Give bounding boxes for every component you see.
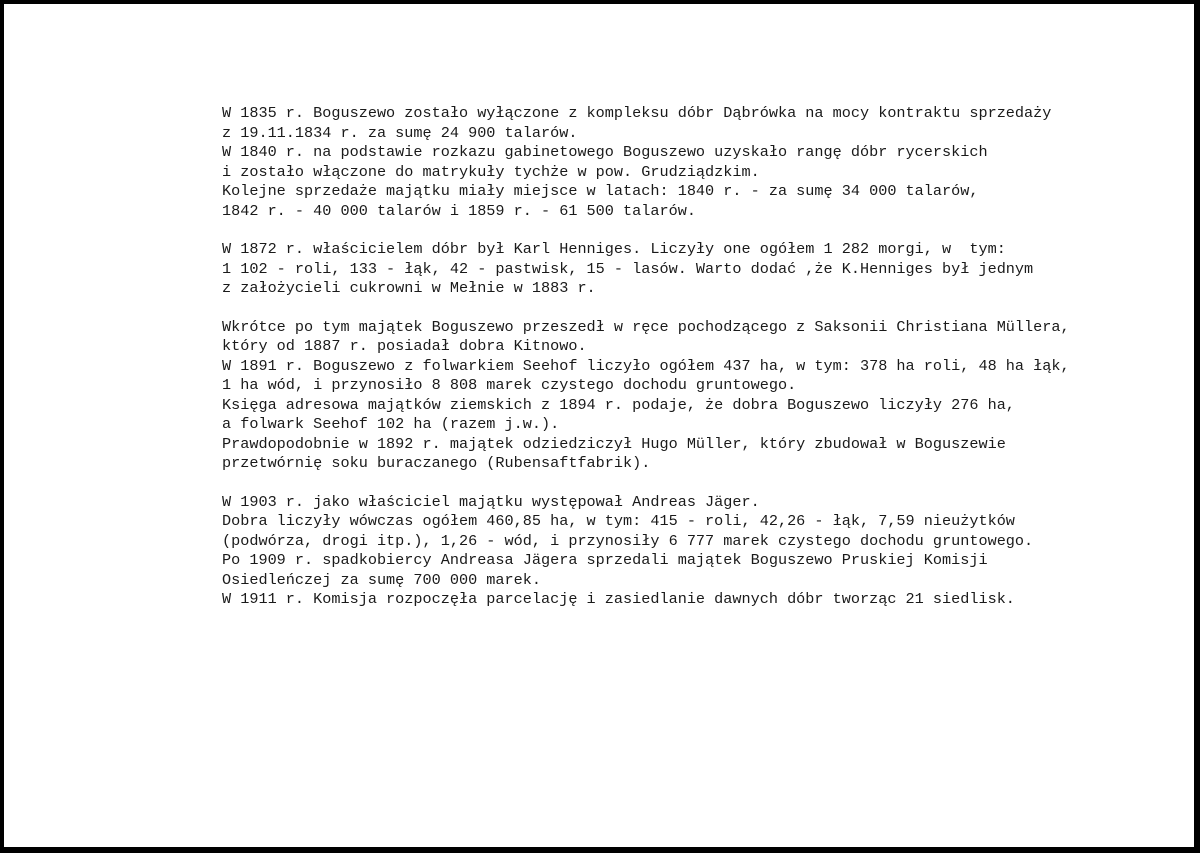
text-line: W 1891 r. Boguszewo z folwarkiem Seehof liczyło ogółem 437 ha, w tym: 378 ha roli, 48 ha łąk, xyxy=(222,356,1070,375)
text-line: Dobra liczyły wówczas ogółem 460,85 ha, w tym: 415 - roli, 42,26 - łąk, 7,59 nieużytków xyxy=(222,512,1015,530)
text-line: Po 1909 r. spadkobiercy Andreasa Jägera sprzedali majątek Boguszewo Pruskiej Komisji xyxy=(222,551,988,569)
text-line: W 1840 r. na podstawie rozkazu gabinetowego Boguszewo uzyskało rangę dóbr rycerskich xyxy=(222,143,988,161)
text-line: 1 ha wód, i przynosiło 8 808 marek czystego dochodu gruntowego. xyxy=(222,376,797,394)
text-line: z założycieli cukrowni w Mełnie w 1883 r. xyxy=(222,279,596,297)
text-line: z 19.11.1834 r. za sumę 24 900 talarów. xyxy=(222,123,578,142)
text-line: który od 1887 r. posiadał dobra Kitnowo. xyxy=(222,337,587,355)
document-body xyxy=(222,104,1162,629)
document-page xyxy=(4,4,1194,847)
text-line: Kolejne sprzedaże majątku miały miejsce w latach: 1840 r. - za sumę 34 000 talarów, xyxy=(222,182,979,200)
paragraph-1887-1894 xyxy=(222,318,1162,474)
text-line: Księga adresowa majątków ziemskich z 1894 r. podaje, że dobra Boguszewo liczyły 276 ha, xyxy=(222,395,1015,414)
text-line: 1 102 - roli, 133 - łąk, 42 - pastwisk, 15 - lasów. Warto dodać ,że K.Henniges był jednym xyxy=(222,259,1034,278)
text-line: W 1903 r. jako właściciel majątku występował Andreas Jäger. xyxy=(222,492,760,511)
text-line: W 1835 r. Boguszewo zostało wyłączone z kompleksu dóbr Dąbrówka na mocy kontraktu sprzedaży xyxy=(222,104,1052,122)
text-line: W 1872 r. właścicielem dóbr był Karl Henniges. Liczyły one ogółem 1 282 morgi, w tym: xyxy=(222,240,1006,258)
paragraph-1903-1911 xyxy=(222,493,1162,610)
text-line: (podwórza, drogi itp.), 1,26 - wód, i przynosiły 6 777 marek czystego dochodu gruntowego. xyxy=(222,531,1034,550)
text-line: W 1911 r. Komisja rozpoczęła parcelację i zasiedlanie dawnych dóbr tworząc 21 siedlisk. xyxy=(222,590,1015,608)
paragraph-1835-1859 xyxy=(222,104,1162,221)
text-line: Prawdopodobnie w 1892 r. majątek odziedziczył Hugo Müller, który zbudował w Boguszewie xyxy=(222,434,1006,453)
text-line: 1842 r. - 40 000 talarów i 1859 r. - 61 500 talarów. xyxy=(222,201,696,220)
paragraph-1872 xyxy=(222,240,1162,299)
text-line: i zostało włączone do matrykuły tychże w pow. Grudziądzkim. xyxy=(222,162,760,181)
text-line: a folwark Seehof 102 ha (razem j.w.). xyxy=(222,415,560,433)
text-line: Osiedleńczej za sumę 700 000 marek. xyxy=(222,570,541,589)
text-line: przetwórnię soku buraczanego (Rubensaftfabrik). xyxy=(222,454,651,472)
text-line: Wkrótce po tym majątek Boguszewo przeszedł w ręce pochodzącego z Saksonii Christiana Müllera, xyxy=(222,317,1070,336)
